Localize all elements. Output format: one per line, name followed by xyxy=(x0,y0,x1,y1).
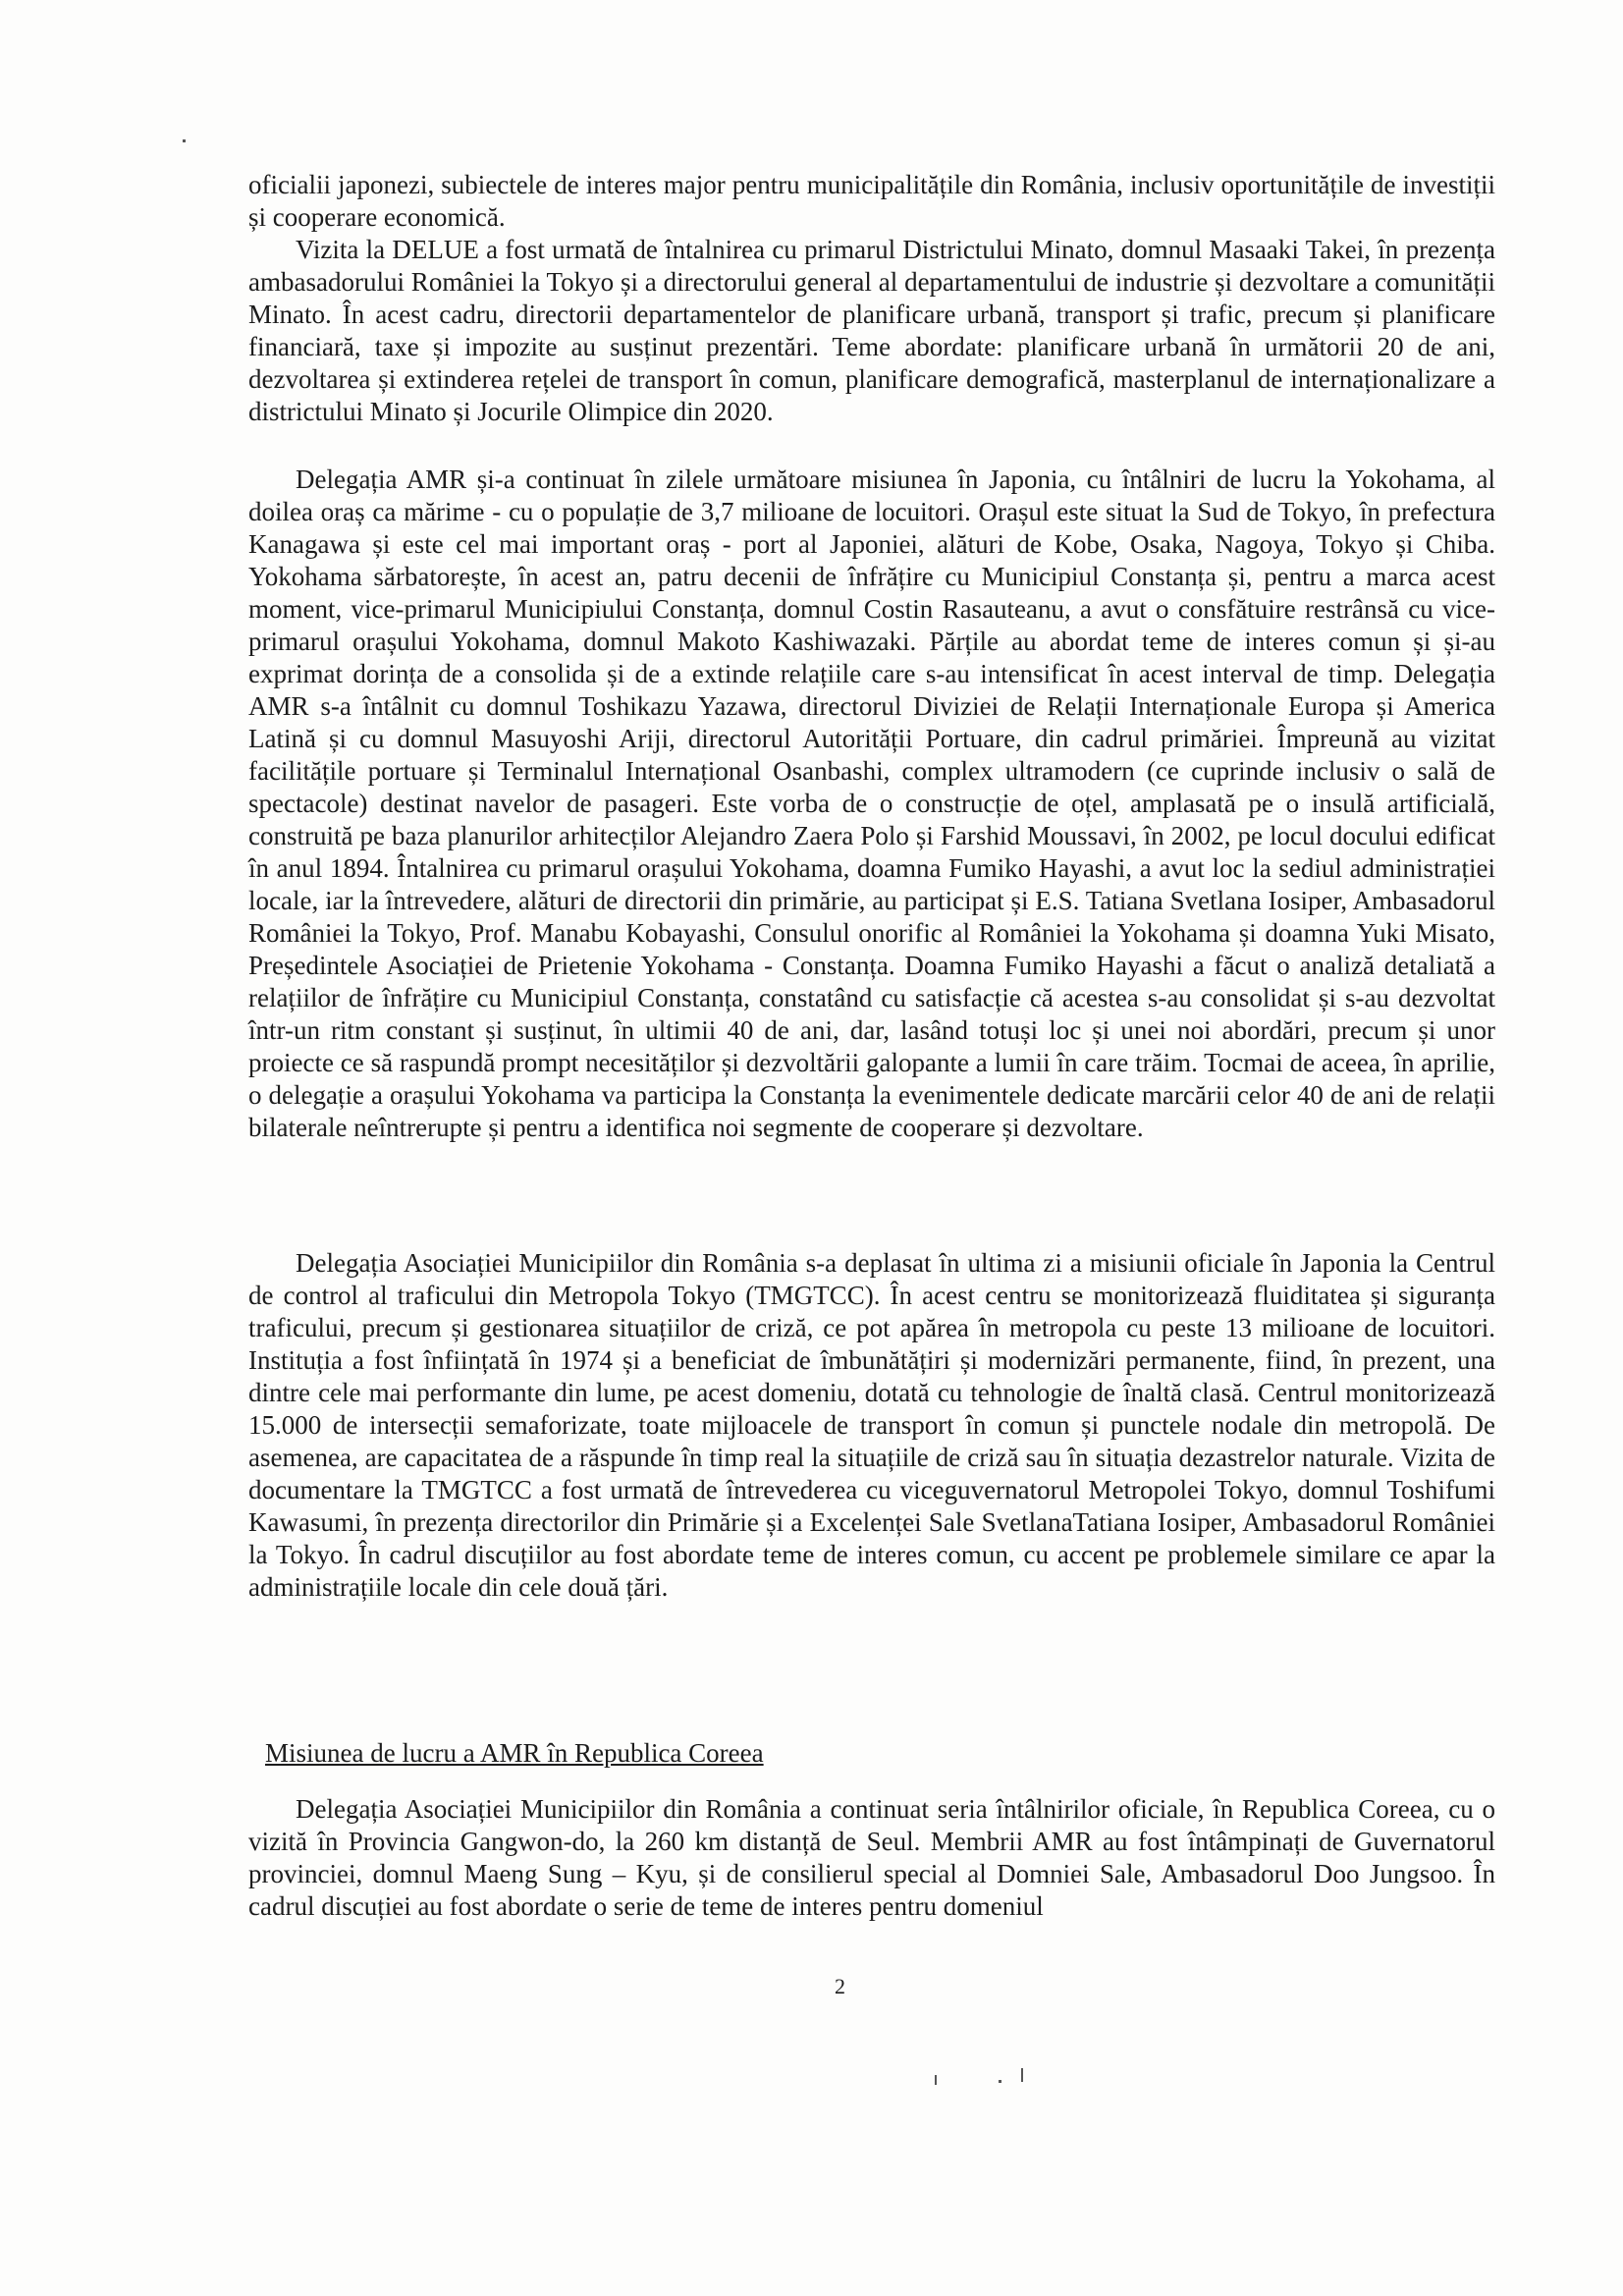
paragraph-text: Delegația AMR și-a continuat în zilele următoare misiunea în Japonia, cu întâlniri de lucru la Yokohama, al doilea oraș ca mărime - cu o populație de 3,7 milioane de locuitori. Orașul este situat la Sud de Tokyo, în prefectura Kanagawa și este cel mai important oraș - port al Japoniei, alături de Kobe, Osaka, Nagoya, Tokyo și Chiba. Yokohama sărbatorește, în acest an, patru decenii de înfrățire cu Municipiul Constanța și, pentru a marca acest moment, vice-primarul Municipiului Constanța, domnul Costin Rasauteanu, a avut o consfătuire restrânsă cu vice-primarul orașului Yokohama, domnul Makoto Kashiwazaki. Părțile au abordat teme de interes comun și și-au exprimat dorința de a consolida și de a extinde relațiile care s-au intensificat în acest interval de timp. Delegația AMR s-a întâlnit cu domnul Toshikazu Yazawa, directorul Diviziei de Relații Internaționale Europa și America Latină și cu domnul Masuyoshi Ariji, directorul Autorității Portuare, din cadrul primăriei. Împreună au vizitat facilitățile portuare și Terminalul Internațional Osanbashi, complex ultramodern (ce cuprinde inclusiv o sală de spectacole) destinat navelor de pasageri. Este vorba de o construcție de oțel, amplasată pe o insulă artificială, construită pe baza planurilor arhitecților Alejandro Zaera Polo și Farshid Moussavi, în 2002, pe locul docului edificat în anul 1894. Întalnirea cu primarul orașului Yokohama, doamna Fumiko Hayashi, a avut loc la sediul administrației locale, iar la întrevedere, alături de directorii din primărie, au participat și E.S. Tatiana Svetlana Iosiper, Ambasadorul României la Tokyo, Prof. Manabu Kobayashi, Consulul onorific al României la Yokohama și doamna Yuki Misato, Președintele Asociației de Prietenie Yokohama - Constanța. Doamna Fumiko Hayashi a făcut o analiză detaliată a relațiilor de înfrățire cu Municipiul Constanța, constatând cu satisfacție că acestea s-au consolidat și s-au dezvoltat într-un ritm constant și susținut, în ultimii 40 de ani, dar, lasând totuși loc și unei noi abordări, precum și unor proiecte ce să raspundă prompt necesităților și dezvoltării galopante a lumii în care trăim. Tocmai de aceea, în aprilie, o delegație a orașului Yokohama va participa la Constanța la evenimentele dedicate marcării celor 40 de ani de relații bilaterale neîntrerupte și pentru a identifica noi segmente de cooperare și dezvoltare. xyxy=(248,465,1495,1142)
paragraph-tmgtcc xyxy=(248,1247,1495,1604)
paragraph-text: Delegația Asociației Municipiilor din România s-a deplasat în ultima zi a misiunii oficiale în Japonia la Centrul de control al traficului din Metropola Tokyo (TMGTCC). În acest centru se monitorizează fluiditatea și siguranța traficului, precum și gestionarea situațiilor de criză, ce pot apărea în metropola cu peste 13 milioane de locuitori. Instituția a fost înființată în 1974 și a beneficiat de îmbunătățiri și modernizări permanente, fiind, în prezent, una dintre cele mai performante din lume, pe acest domeniu, dotată cu tehnologie de înaltă clasă. Centrul monitorizează 15.000 de intersecții semaforizate, toate mijloacele de transport în comun și punctele nodale din metropolă. De asemenea, are capacitatea de a răspunde în timp real la situațiile de criză sau în situația dezastrelor naturale. Vizita de documentare la TMGTCC a fost urmată de întrevederea cu viceguvernatorul Metropolei Tokyo, domnul Toshifumi Kawasumi, în prezența directorilor din Primărie și a Excelenței Sale SvetlanaTatiana Iosiper, Ambasadorul României la Tokyo. În cadrul discuțiilor au fost abordate teme de interes comun, cu accent pe problemele similare ce apar la administrațiile locale din cele două țări. xyxy=(248,1248,1495,1602)
section-heading: Misiunea de lucru a AMR în Republica Coreea xyxy=(265,1738,764,1768)
paragraph-text: Vizita la DELUE a fost urmată de întalnirea cu primarul Districtului Minato, domnul Masaaki Takei, în prezența ambasadorului României la Tokyo și a directorului general al departamentului de industrie și dezvoltare a comunității Minato. În acest cadru, directorii departamentelor de planificare urbană, transport și trafic, precum și planificare financiară, taxe și impozite au susținut prezentări. Teme abordate: planificare urbană în următorii 20 de ani, dezvoltarea și extinderea rețelei de transport în comun, planificare demografică, masterplanul de internaționalizare a districtului Minato și Jocurile Olimpice din 2020. xyxy=(248,235,1495,426)
paragraph-korea xyxy=(248,1793,1495,1923)
paragraph-delue-visit xyxy=(248,234,1495,428)
scan-speck xyxy=(935,2075,937,2085)
paragraph-text: oficialii japonezi, subiectele de interes major pentru municipalitățile din România, inclusiv oportunitățile de investiții și cooperare economică. xyxy=(248,170,1495,232)
scan-speck xyxy=(999,2080,1001,2083)
page-number: 2 xyxy=(835,1974,845,1998)
paragraph-yokohama xyxy=(248,464,1495,1144)
scan-speck xyxy=(183,139,186,142)
paragraph-continuation xyxy=(248,169,1495,234)
scan-speck xyxy=(1021,2068,1023,2082)
paragraph-text: Delegația Asociației Municipiilor din România a continuat seria întâlnirilor oficiale, în Republica Coreea, cu o vizită în Provincia Gangwon-do, la 260 km distanță de Seul. Membrii AMR au fost întâmpinați de Guvernatorul provinciei, domnul Maeng Sung – Kyu, și de consilierul special al Domniei Sale, Ambasadorul Doo Jungsoo. În cadrul discuției au fost abordate o serie de teme de interes pentru domeniul xyxy=(248,1794,1495,1921)
